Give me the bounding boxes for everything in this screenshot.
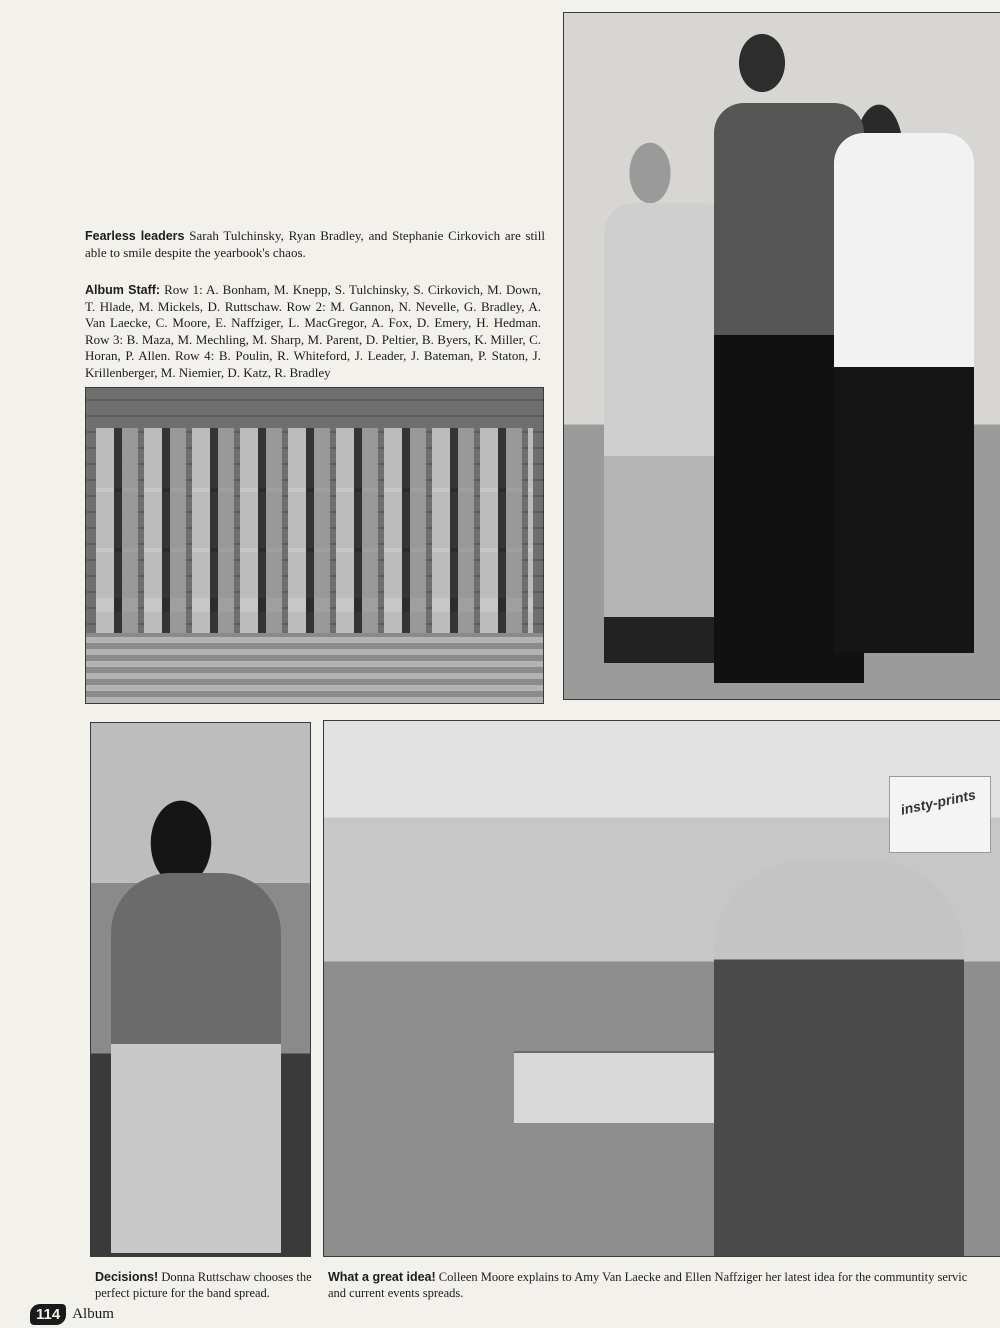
figure-amy <box>404 911 584 1256</box>
caption-lead: Fearless leaders <box>85 229 185 243</box>
photo-album-staff-group <box>85 387 544 704</box>
caption-lead: What a great idea! <box>328 1270 436 1284</box>
caption-body: Row 1: A. Bonham, M. Knepp, S. Tulchinsky, S. Cirkovich, M. Down, T. Hlade, M. Mickels, D. Ruttschaw. Row 2: M. Gannon, N. Nevelle, G. Bradley, A. Van Laecke, C. Moore, E. Naffziger, L. MacGregor, A. Fox, D. Emery, H. Hedman. Row 3: B. Maza, M. Mechling, M. Sharp, M. Parent, D. Peltier, B. Byers, K. Miller, C. Horan, P. Allen. Row 4: B. Poulin, R. Whiteford, J. Leader, J. Bateman, P. Staton, J. Krillenberger, M. Niemier, D. Katz, R. Bradley <box>85 282 541 380</box>
caption-album-staff <box>85 282 541 381</box>
figure-donna <box>111 873 281 1253</box>
insty-prints-box-text: insty-prints <box>899 786 978 818</box>
page-folio <box>30 1300 114 1328</box>
caption-decisions <box>95 1269 320 1301</box>
photo-great-idea <box>323 720 1000 1257</box>
caption-body: Donna Ruttschaw chooses the perfect picture for the band spread. <box>95 1270 312 1300</box>
caption-body: Colleen Moore explains to Amy Van Laecke and Ellen Naffziger her latest idea for the communtity servic <box>435 1270 968 1284</box>
page-number: 114 <box>30 1304 66 1325</box>
figure-ellen <box>714 861 964 1256</box>
group-row-4 <box>96 428 533 492</box>
figure-stephanie <box>834 133 974 653</box>
caption-great-idea <box>328 1269 1000 1301</box>
caption-fearless-leaders <box>85 228 545 261</box>
caption-lead: Decisions! <box>95 1270 159 1284</box>
caption-lead: Album Staff: <box>85 283 161 297</box>
caption-body: Sarah Tulchinsky, Ryan Bradley, and Stephanie Cirkovich are still able to smile despite the yearbook's chaos. <box>85 228 545 260</box>
bleachers <box>86 633 543 703</box>
group-row-3 <box>96 488 533 552</box>
section-name: Album <box>72 1305 114 1322</box>
photo-fearless-leaders <box>563 12 1000 700</box>
insty-prints-box <box>889 776 991 853</box>
photo-decisions <box>90 722 311 1257</box>
caption-body-line2: and current events spreads. <box>328 1286 464 1300</box>
